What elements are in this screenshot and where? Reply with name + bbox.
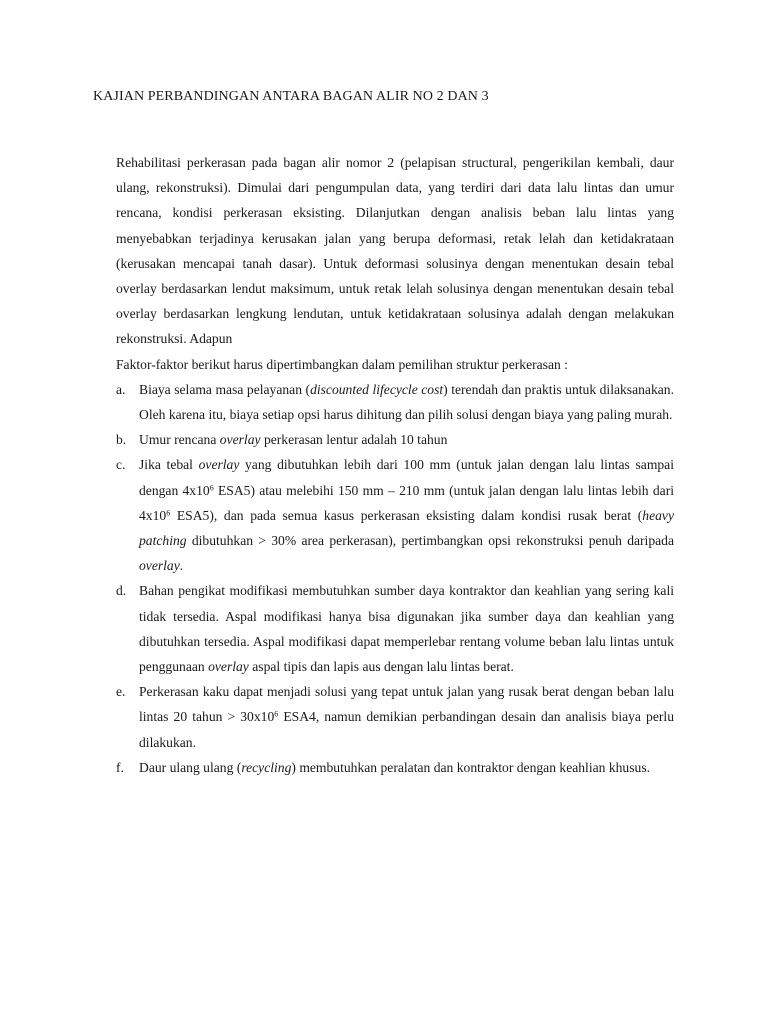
- list-item-marker: a.: [116, 381, 126, 397]
- list-item: [116, 427, 674, 452]
- list-item-text: [139, 382, 674, 422]
- list-item: [116, 578, 674, 679]
- italic-term: recycling: [241, 759, 292, 775]
- text-run: Perkerasan kaku dapat menjadi solusi yang tepat untuk jalan yang rusak berat dengan beban lalu lintas 20 tahun > 30x10: [139, 684, 674, 725]
- list-item-marker: b.: [116, 432, 127, 448]
- list-item: [116, 377, 674, 427]
- list-item-text: [139, 432, 447, 447]
- text-run: yang dibutuhkan lebih dari 100 mm (untuk jalan dengan lalu lintas sampai dengan 4x10: [139, 457, 674, 498]
- document-body: [116, 150, 674, 780]
- factors-list: [116, 377, 674, 780]
- italic-term: overlay: [208, 659, 249, 675]
- list-item: [116, 452, 674, 578]
- italic-term: overlay: [139, 558, 180, 574]
- text-run: ESA5), dan pada semua kasus perkerasan eksisting dalam kondisi rusak berat (: [170, 507, 643, 523]
- italic-term: discounted lifecycle cost: [310, 381, 444, 397]
- factors-lead-sentence: Faktor-faktor berikut harus dipertimbangkan dalam pemilihan struktur perkerasan :: [116, 356, 568, 372]
- text-run: Biaya selama masa pelayanan (: [139, 381, 311, 397]
- text-run: Jika tebal: [139, 457, 199, 473]
- intro-paragraph: Rehabilitasi perkerasan pada bagan alir nomor 2 (pelapisan structural, pengerikilan kembali, daur ulang, rekonstruksi). Dimulai dari pengumpulan data, yang terdiri dari data lalu lintas dan umur rencana, kondisi perkerasan eksisting. Dilanjutkan dengan analisis beban lalu lintas yang menyebabkan terjadinya kerusakan jalan yang berupa deformasi, retak lelah dan ketidakrataan (kerusakan mencapai tanah dasar). Untuk deformasi solusinya dengan menentukan desain tebal overlay berdasarkan lendut maksimum, untuk retak lelah solusinya dengan menentukan desain tebal overlay berdasarkan lengkung lendutan, untuk ketidakrataan solusinya adalah dengan melakukan rekonstruksi. Adapun: [116, 155, 674, 347]
- italic-term: overlay: [219, 432, 261, 448]
- text-run: Bahan pengikat modifikasi membutuhkan sumber daya kontraktor dan keahlian yang sering kali tidak tersedia. Aspal modifikasi hanya bisa digunakan jika sumber daya dan keahlian yang dibutuhkan tersedia. Aspal modifikasi dapat memperlebar rentang volume beban lalu lintas untuk penggunaan: [139, 583, 674, 675]
- italic-term: overlay: [198, 457, 240, 473]
- list-item-text: [139, 684, 674, 749]
- list-item-text: [139, 583, 674, 674]
- list-item: [116, 755, 674, 780]
- text-run: Daur ulang ulang (: [139, 759, 242, 775]
- exponent: 6: [209, 483, 214, 493]
- list-item-text: [139, 457, 674, 573]
- text-run: ) membutuhkan peralatan dan kontraktor dengan keahlian khusus.: [291, 759, 651, 775]
- text-run: .: [179, 558, 184, 574]
- list-item-marker: e.: [116, 684, 126, 700]
- text-run: ESA5) atau melebihi 150 mm – 210 mm (untuk jalan dengan lalu lintas lebih dari 4x10: [139, 482, 674, 523]
- exponent: 6: [166, 508, 171, 518]
- text-run: ) terendah dan praktis untuk dilaksanakan. Oleh karena itu, biaya setiap opsi harus dihitung dan pilih solusi dengan biaya yang paling murah.: [139, 381, 674, 423]
- exponent: 6: [274, 710, 279, 720]
- italic-term: heavy patching: [139, 507, 674, 549]
- text-run: Umur rencana: [139, 432, 220, 448]
- text-run: dibutuhkan > 30% area perkerasan), pertimbangkan opsi rekonstruksi penuh daripada: [186, 533, 674, 549]
- list-item-marker: c.: [116, 457, 126, 473]
- text-run: aspal tipis dan lapis aus dengan lalu lintas berat.: [248, 659, 514, 675]
- list-item: [116, 679, 674, 755]
- list-item-marker: d.: [116, 583, 127, 599]
- text-run: perkerasan lentur adalah 10 tahun: [260, 432, 448, 448]
- text-run: ESA4, namun demikian perbandingan desain dan analisis biaya perlu dilakukan.: [139, 709, 674, 750]
- document-title: KAJIAN PERBANDINGAN ANTARA BAGAN ALIR NO 2 DAN 3: [93, 89, 489, 104]
- list-item-marker: f.: [116, 759, 124, 775]
- list-item-text: [139, 760, 650, 775]
